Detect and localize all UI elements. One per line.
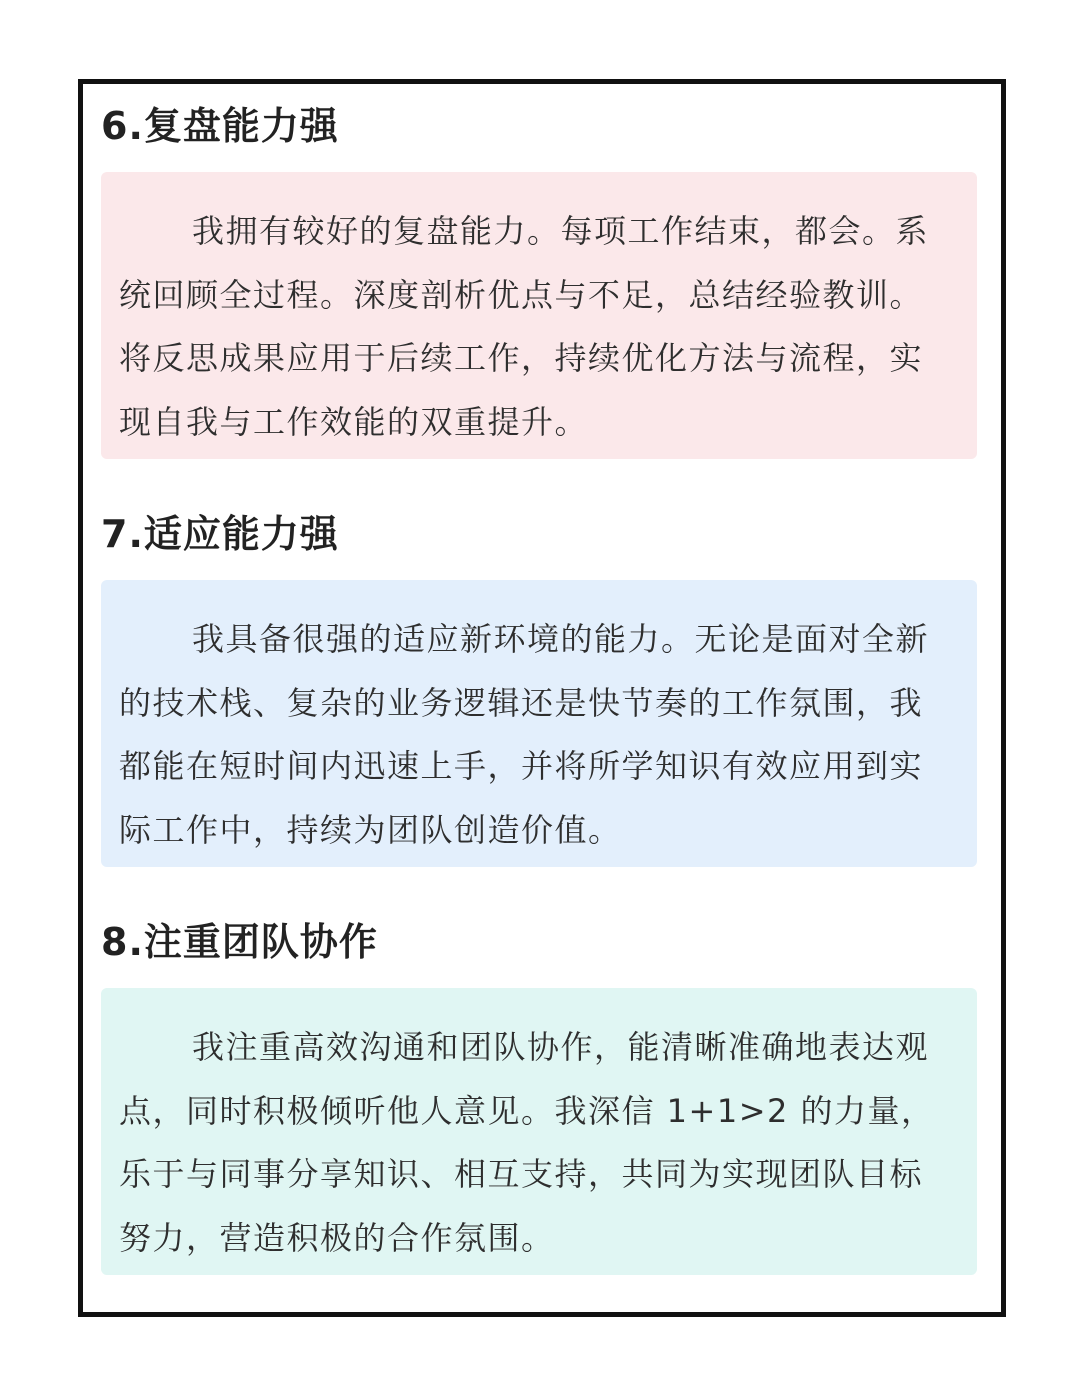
section-title-adaptability: 7.适应能力强 [101,512,339,556]
section-card-adaptability [101,580,977,867]
section-card-review [101,172,977,459]
section-title-review: 6.复盘能力强 [101,104,339,148]
section-body-adaptability: 我具备很强的适应新环境的能力。无论是面对全新的技术栈、复杂的业务逻辑还是快节奏的工作氛围，我都能在短时间内迅速上手，并将所学知识有效应用到实际工作中，持续为团队创造价值。 [119,620,930,849]
section-card-teamwork [101,988,977,1275]
section-title-teamwork: 8.注重团队协作 [101,920,378,964]
section-body-review: 我拥有较好的复盘能力。每项工作结束，都会。系统回顾全过程。深度剖析优点与不足，总结经验教训。将反思成果应用于后续工作，持续优化方法与流程，实现自我与工作效能的双重提升。 [119,212,930,441]
section-body-teamwork: 我注重高效沟通和团队协作，能清晰准确地表达观点，同时积极倾听他人意见。我深信 1+1>2 的力量，乐于与同事分享知识、相互支持，共同为实现团队目标努力，营造积极的合作氛围。 [119,1028,935,1257]
